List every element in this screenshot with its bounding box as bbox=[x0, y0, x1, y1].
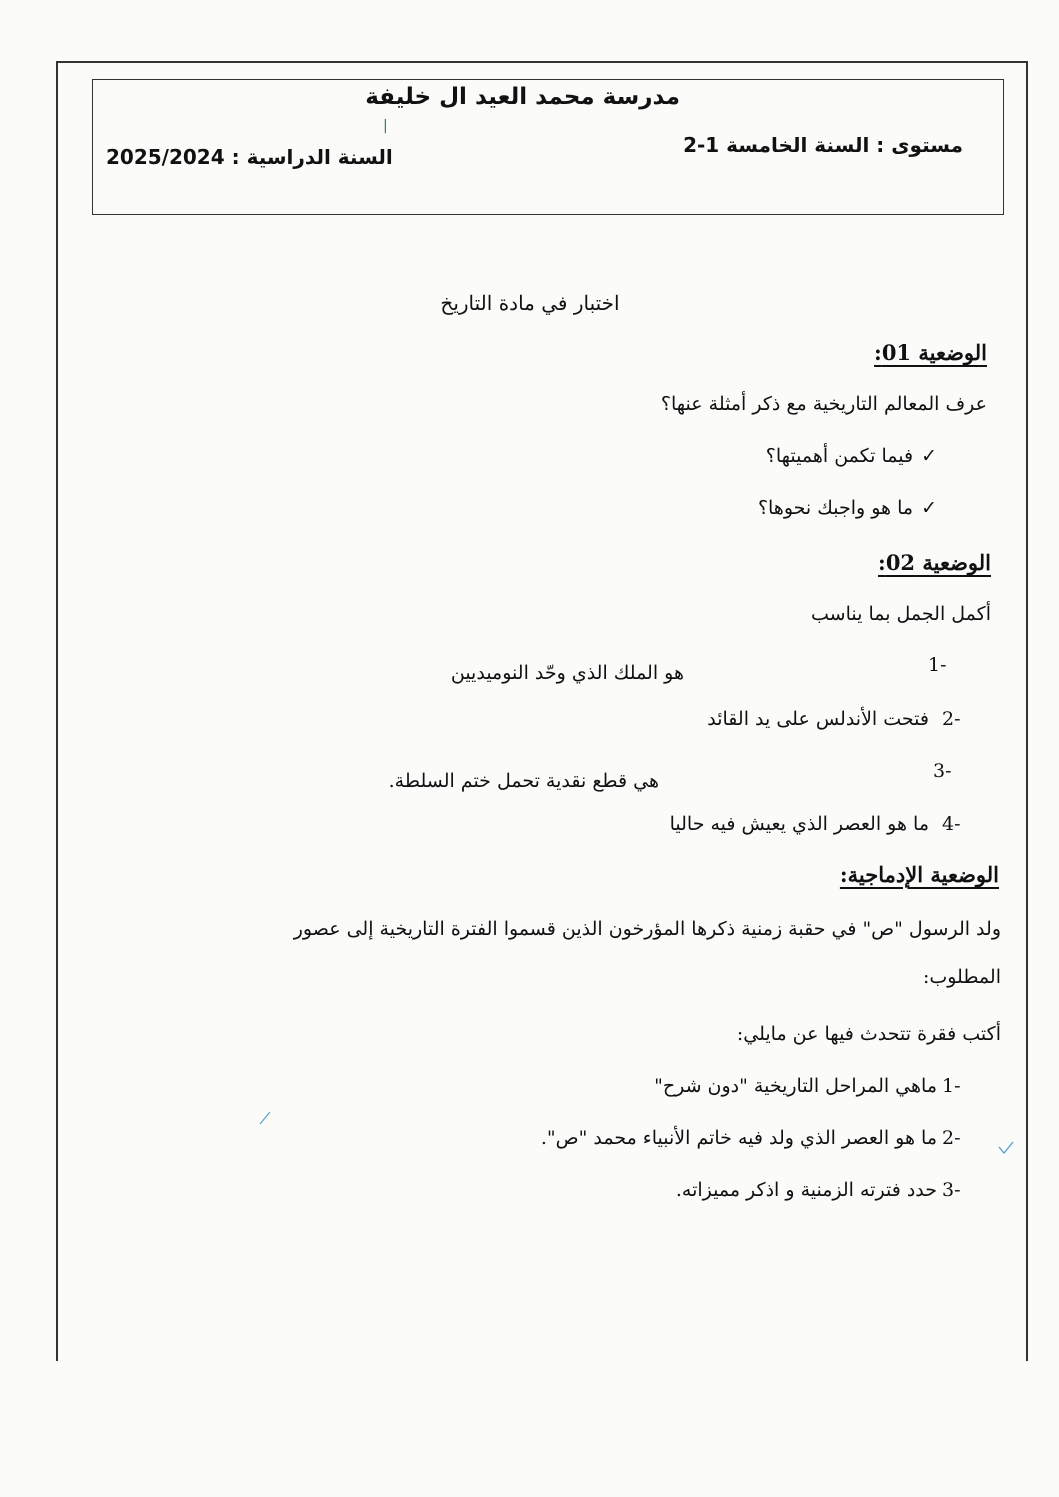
situation-2-prompt: أكمل الجمل بما يناسب bbox=[811, 603, 991, 625]
checklist-item bbox=[758, 497, 937, 519]
fill-item-text: هو الملك الذي وحّد النوميديين bbox=[450, 662, 684, 684]
integration-heading: الوضعية الإدماجية: bbox=[839, 862, 999, 887]
integration-paragraph: ولد الرسول "ص" في حقبة زمنية ذكرها المؤرخون الذين قسموا الفترة التاريخية إلى عصور bbox=[293, 918, 1001, 940]
fill-item-text: هي قطع نقدية تحمل ختم السلطة. bbox=[388, 770, 659, 792]
task-item-text: ما هو العصر الذي ولد فيه خاتم الأنبياء محمد "ص". bbox=[540, 1127, 937, 1149]
class-level: مستوى : السنة الخامسة 1-2 bbox=[683, 133, 963, 157]
pen-check-mark bbox=[996, 1138, 1016, 1158]
task-item-number: 2- bbox=[942, 1127, 961, 1149]
exam-title: اختبار في مادة التاريخ bbox=[440, 291, 620, 315]
checklist-item-text: ما هو واجبك نحوها؟ bbox=[757, 497, 914, 519]
task-item-number: 3- bbox=[942, 1179, 961, 1201]
integration-instruction: أكتب فقرة تتحدث فيها عن مايلي: bbox=[736, 1023, 1001, 1045]
fill-item-text: ما هو العصر الذي يعيش فيه حاليا bbox=[669, 813, 929, 835]
task-item-text: حدد فترته الزمنية و اذكر مميزاته. bbox=[675, 1179, 937, 1201]
situation-1-heading: الوضعية 01: bbox=[874, 340, 987, 365]
fill-item-text: فتحت الأندلس على يد القائد bbox=[707, 708, 929, 730]
fill-item-number: 1- bbox=[928, 654, 947, 676]
integration-required: المطلوب: bbox=[922, 966, 1001, 988]
pen-mark: | bbox=[383, 118, 388, 134]
fill-item-number: 2- bbox=[942, 708, 961, 730]
situation-1-prompt: عرف المعالم التاريخية مع ذكر أمثلة عنها؟ bbox=[660, 393, 987, 415]
checklist-item bbox=[766, 445, 937, 467]
check-mark-icon: ✓ bbox=[921, 497, 937, 519]
task-item-text: ماهي المراحل التاريخية "دون شرح" bbox=[654, 1075, 937, 1097]
checklist-item-text: فيما تكمن أهميتها؟ bbox=[765, 445, 914, 467]
situation-2-heading: الوضعية 02: bbox=[878, 550, 991, 575]
school-name: مدرسة محمد العيد ال خليفة bbox=[365, 84, 680, 110]
check-mark-icon: ✓ bbox=[921, 445, 937, 467]
school-year: السنة الدراسية : 2025/2024 bbox=[106, 145, 393, 169]
fill-item-number: 3- bbox=[933, 760, 952, 782]
fill-item-number: 4- bbox=[942, 813, 961, 835]
pen-stroke-mark bbox=[256, 1108, 276, 1128]
task-item-number: 1- bbox=[942, 1075, 961, 1097]
